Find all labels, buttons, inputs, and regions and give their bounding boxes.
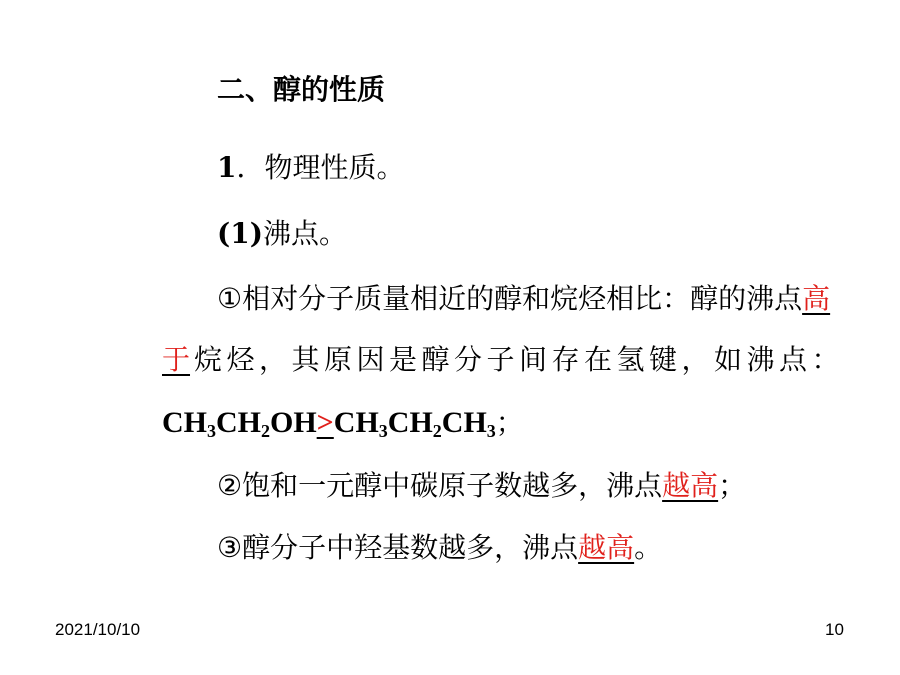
propane-sub-1: 3 <box>378 421 388 441</box>
propane-part-3: CH <box>441 406 487 439</box>
propane-part-1: CH <box>333 406 379 439</box>
ethanol-part-3: OH <box>270 406 317 439</box>
propane-sub-3: 3 <box>486 421 496 441</box>
subsection-title: 沸点。 <box>262 217 347 250</box>
footer-date: 2021/10/10 <box>55 620 141 639</box>
item-3 <box>217 530 662 566</box>
section-number: 1 <box>217 151 237 184</box>
item-1-line-2 <box>162 342 845 378</box>
slide-heading: 二、醇的性质 <box>217 73 386 106</box>
formula-propane <box>334 406 496 439</box>
item-3-text: ③醇分子中羟基数越多，沸点 <box>217 531 579 564</box>
section-dot: ． <box>236 151 265 184</box>
item-1-answer-part-1: 高 <box>802 282 831 315</box>
ethanol-sub-2: 2 <box>261 421 270 441</box>
subsection-number: (1) <box>217 217 263 250</box>
propane-sub-2: 2 <box>432 421 442 441</box>
footer-page-number: 10 <box>825 620 844 639</box>
subsection-boiling-point <box>217 216 347 252</box>
section-title: 物理性质。 <box>264 151 405 184</box>
item-3-answer: 越高 <box>578 531 635 564</box>
item-1-line-2-row <box>162 342 845 378</box>
item-1-answer-part-2: 于 <box>162 343 191 376</box>
formula-greater-than: > <box>316 406 334 439</box>
item-1-text: ①相对分子质量相近的醇和烷烃相比：醇的沸点 <box>217 282 803 315</box>
item-2-text: ②饱和一元醇中碳原子数越多，沸点 <box>217 469 663 502</box>
item-3-end: 。 <box>634 531 663 564</box>
item-1-continued-text: 烷烃，其原因是醇分子间存在氢键，如沸点： <box>194 343 845 376</box>
section-physical-properties <box>217 150 405 186</box>
formula-ethanol <box>162 406 317 439</box>
item-2 <box>217 468 746 504</box>
item-2-end: ； <box>718 469 747 502</box>
formula-end-punct: ； <box>495 406 524 439</box>
ethanol-sub-1: 3 <box>207 421 216 441</box>
boiling-point-comparison-formula <box>162 405 524 441</box>
propane-part-2: CH <box>387 406 433 439</box>
item-2-answer: 越高 <box>662 469 719 502</box>
ethanol-part-2: CH <box>216 406 261 439</box>
item-1-line-1 <box>217 281 830 317</box>
ethanol-part-1: CH <box>162 406 207 439</box>
